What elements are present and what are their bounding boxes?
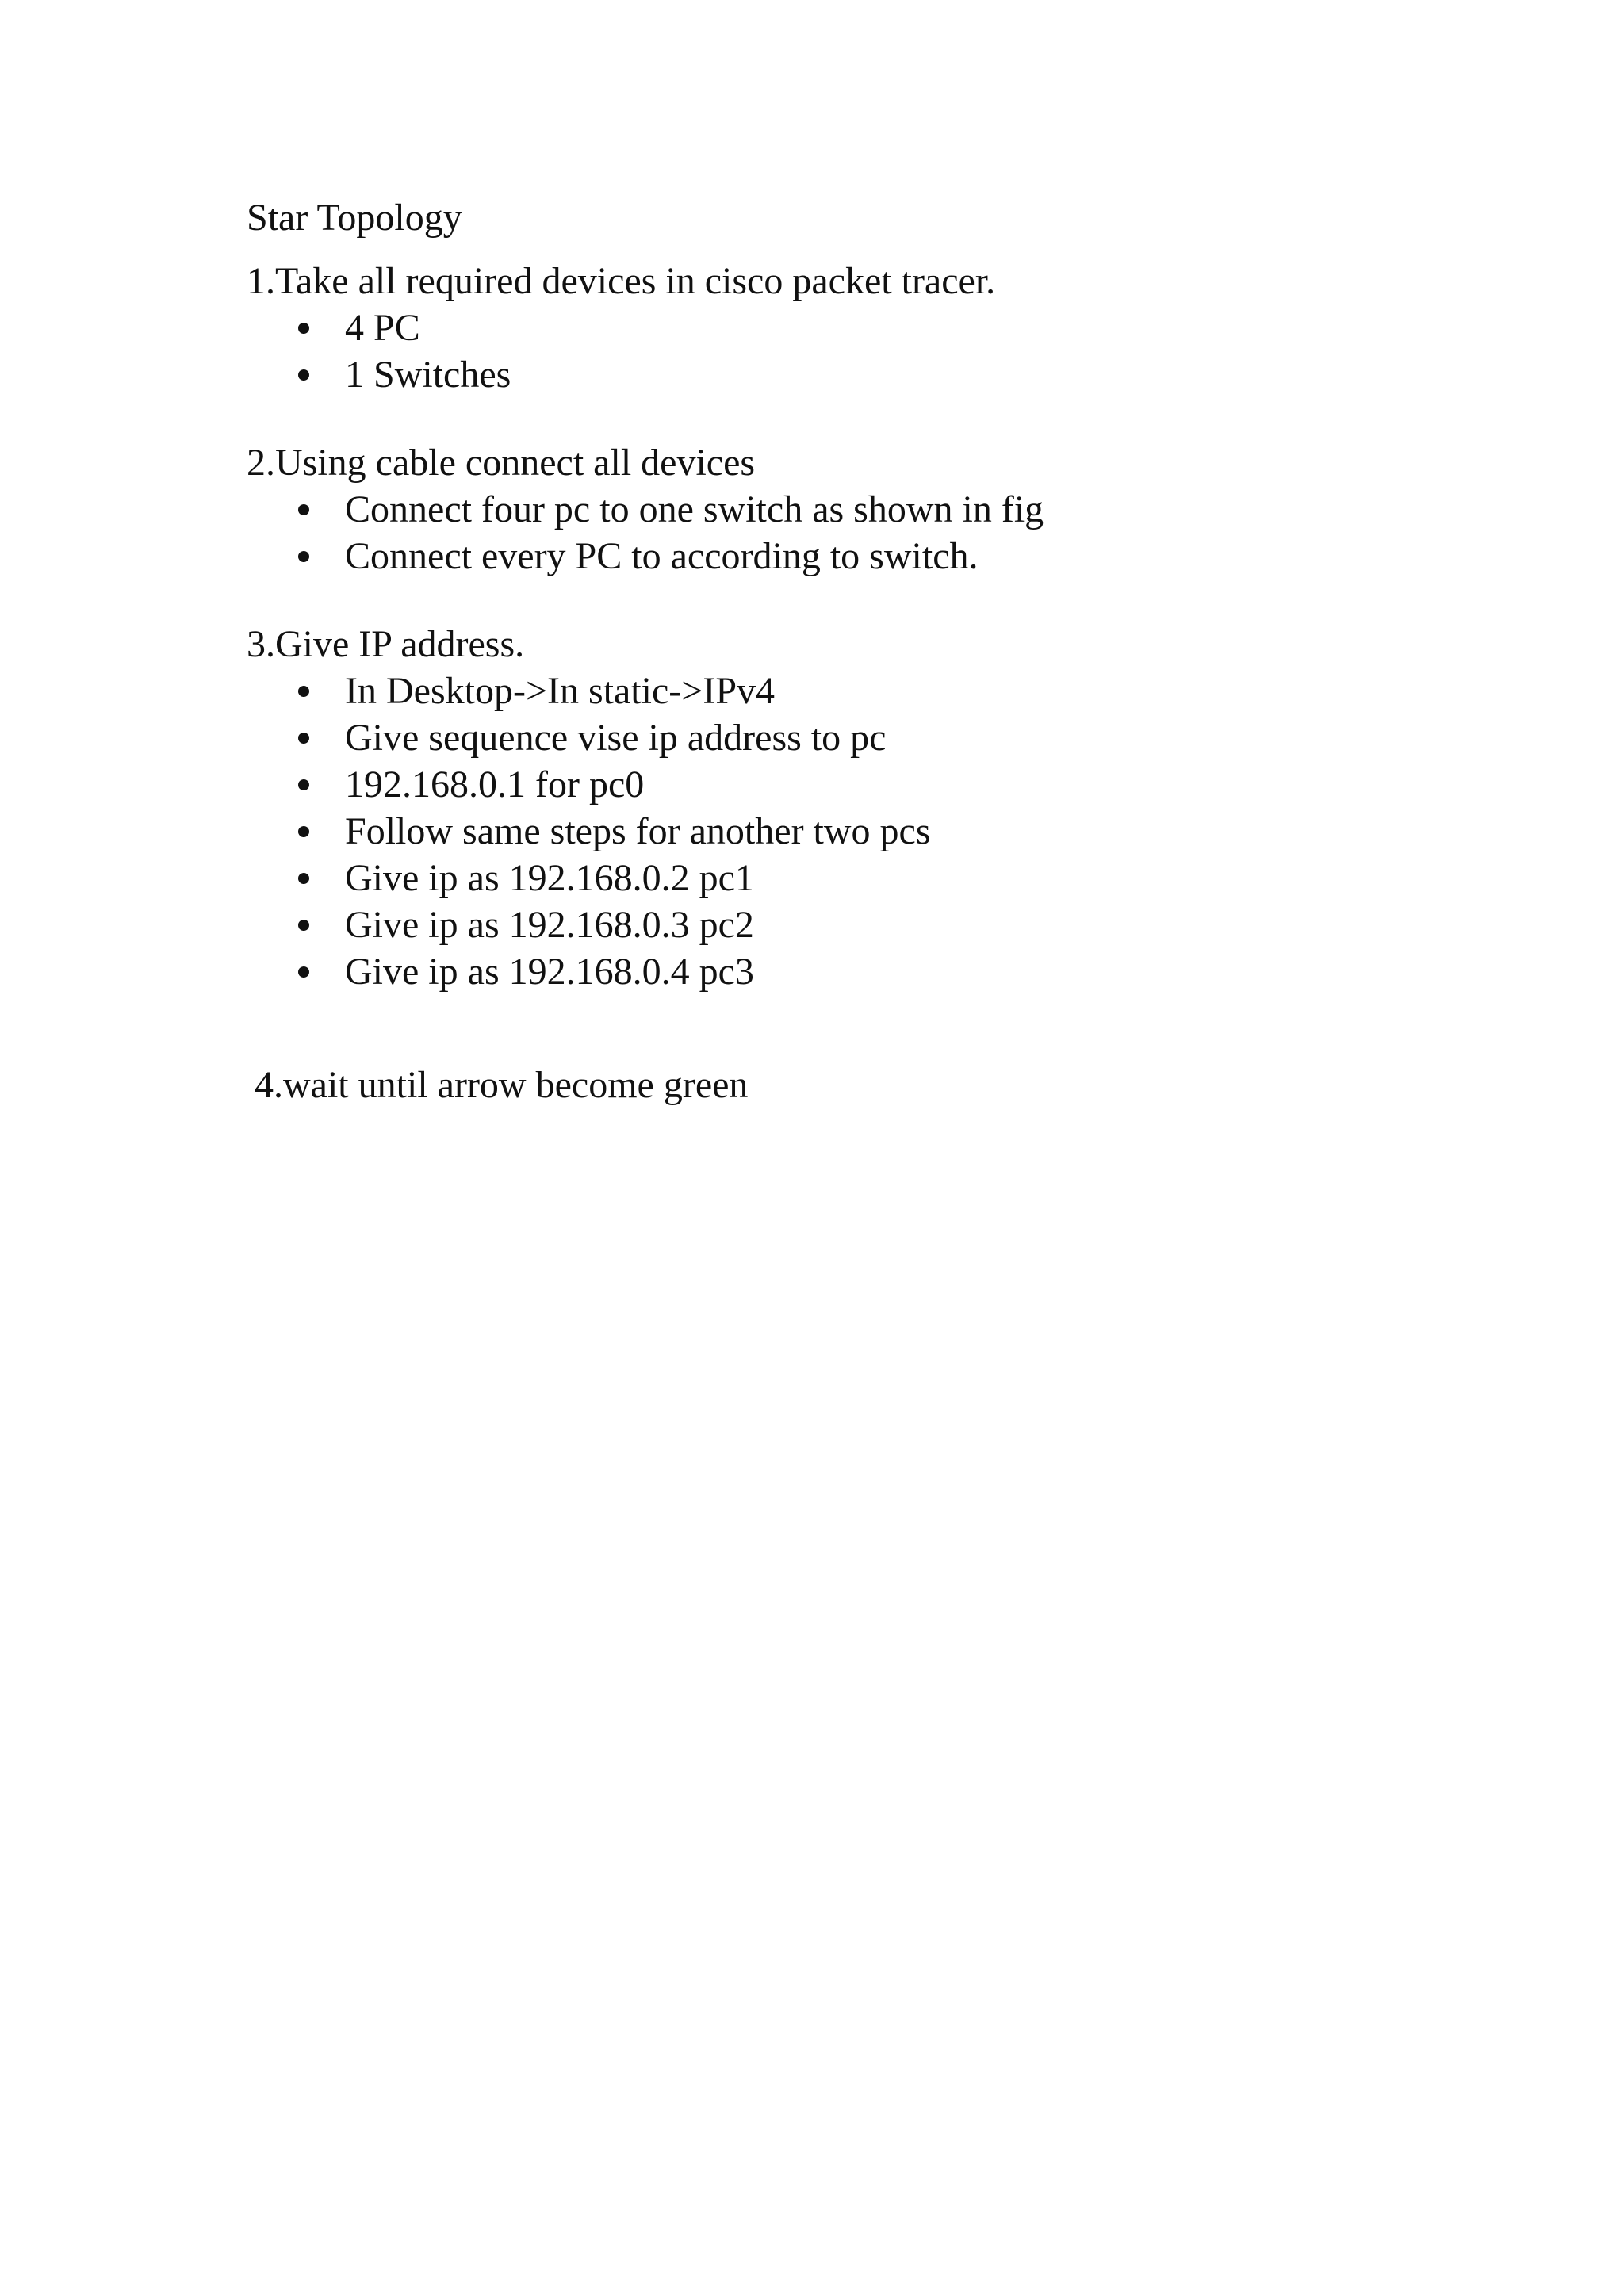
bullet-icon xyxy=(298,873,309,884)
bullet-icon xyxy=(298,369,309,381)
list-item xyxy=(247,304,1436,351)
list-item xyxy=(247,948,1436,995)
step-heading: 1.Take all required devices in cisco packet tracer. xyxy=(247,260,996,302)
list-item-text: 192.168.0.1 for pc0 xyxy=(345,763,645,806)
list-item-text: 4 PC xyxy=(345,307,420,349)
bullet-icon xyxy=(298,966,309,978)
list-item-text: 1 Switches xyxy=(345,354,511,396)
bullet-icon xyxy=(298,920,309,931)
step-heading: 2.Using cable connect all devices xyxy=(247,442,756,484)
document-content xyxy=(247,193,1436,1108)
list-item-text: Connect four pc to one switch as shown in fig xyxy=(345,488,1044,530)
list-item-text: Follow same steps for another two pcs xyxy=(345,810,931,852)
bullet-icon xyxy=(298,551,309,562)
bullet-icon xyxy=(298,323,309,334)
bullet-icon xyxy=(298,504,309,515)
step-section-1 xyxy=(247,258,1436,398)
bullet-icon xyxy=(298,826,309,837)
step-section-2 xyxy=(247,439,1436,580)
list-item xyxy=(247,761,1436,808)
list-item xyxy=(247,855,1436,901)
bullet-icon xyxy=(298,733,309,744)
list-item xyxy=(247,901,1436,948)
bullet-icon xyxy=(298,686,309,697)
step-section-3 xyxy=(247,621,1436,995)
list-item xyxy=(247,486,1436,533)
step-heading: 4.wait until arrow become green xyxy=(255,1064,749,1106)
list-item xyxy=(247,808,1436,855)
list-item xyxy=(247,668,1436,714)
step-list xyxy=(247,668,1436,995)
list-item xyxy=(247,714,1436,761)
bullet-icon xyxy=(298,779,309,790)
step-heading: 3.Give IP address. xyxy=(247,623,525,665)
list-item-text: Give ip as 192.168.0.4 pc3 xyxy=(345,951,754,993)
document-title: Star Topology xyxy=(247,197,462,239)
list-item-text: Give ip as 192.168.0.3 pc2 xyxy=(345,904,754,946)
list-item xyxy=(247,351,1436,398)
step-section-4 xyxy=(247,1062,1436,1108)
step-list xyxy=(247,304,1436,398)
list-item-text: In Desktop->In static->IPv4 xyxy=(345,670,776,712)
list-item-text: Give ip as 192.168.0.2 pc1 xyxy=(345,857,754,899)
list-item-text: Give sequence vise ip address to pc xyxy=(345,717,887,759)
step-list xyxy=(247,486,1436,580)
list-item-text: Connect every PC to according to switch. xyxy=(345,535,979,577)
list-item xyxy=(247,533,1436,580)
